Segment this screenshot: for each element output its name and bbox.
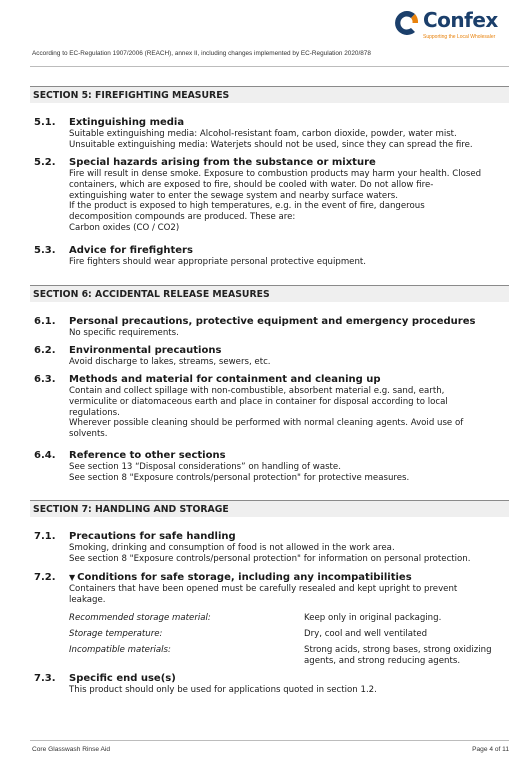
header-divider <box>30 66 509 67</box>
subsection-number: 7.2. <box>34 572 56 583</box>
subsection-title: Precautions for safe handling <box>69 531 236 542</box>
subsection-number: 5.1. <box>34 117 56 128</box>
subsection-number: 7.3. <box>34 673 56 684</box>
body-line: See section 13 “Disposal considerations” on handling of waste. <box>69 462 341 472</box>
subsection-body <box>69 169 509 234</box>
body-line: This product should only be used for applications quoted in section 1.2. <box>69 685 377 695</box>
subsection-body <box>69 685 509 696</box>
body-line: solvents. <box>69 429 108 440</box>
section-6-heading: SECTION 6: ACCIDENTAL RELEASE MEASURES <box>30 285 509 302</box>
body-line: See section 8 "Exposure controls/personal protection" for information on personal protection. <box>69 553 471 564</box>
subsection-6-3 <box>34 374 509 442</box>
section-7-heading: SECTION 7: HANDLING AND STORAGE <box>30 500 509 517</box>
body-line: If the product is exposed to high temperatures, e.g. in the event of fire, dangerous <box>69 201 425 212</box>
confex-logo <box>391 8 515 44</box>
body-line: regulations. <box>69 407 120 418</box>
body-line: vermiculite or diatomaceous earth and place in container for disposal according to local <box>69 396 448 407</box>
subsection-number: 7.1. <box>34 531 56 542</box>
subsection-title-text: Conditions for safe storage, including any incompatibilities <box>77 572 412 583</box>
triangle-down-icon: ▼ <box>69 573 76 582</box>
body-line: Containers that have been opened must be carefully resealed and kept upright to prevent <box>69 584 458 594</box>
body-line: Fire will result in dense smoke. Exposure to combustion products may harm your health. Closed <box>69 169 482 179</box>
subsection-body <box>69 462 509 484</box>
storage-table <box>69 613 509 671</box>
subsection-6-1 <box>34 316 509 342</box>
subsection-7-3 <box>34 673 509 699</box>
subsection-body <box>69 357 509 368</box>
body-line: See section 8 "Exposure controls/personal protection" for protective measures. <box>69 472 410 483</box>
storage-value: Dry, cool and well ventilated <box>304 629 428 639</box>
subsection-number: 6.1. <box>34 316 56 327</box>
logo-wordmark: Confex <box>423 8 498 32</box>
storage-value: Keep only in original packaging. <box>304 613 442 623</box>
storage-label: Recommended storage material: <box>69 613 211 623</box>
subsection-5-3 <box>34 245 509 271</box>
body-line: Smoking, drinking and consumption of food is not allowed in the work area. <box>69 543 395 553</box>
body-line: leakage. <box>69 594 106 605</box>
subsection-number: 6.2. <box>34 345 56 356</box>
section-5-heading: SECTION 5: FIREFIGHTING MEASURES <box>30 86 509 103</box>
body-line: No specific requirements. <box>69 328 179 338</box>
subsection-title: Extinguishing media <box>69 117 185 128</box>
subsection-number: 6.3. <box>34 374 56 385</box>
body-line: Avoid discharge to lakes, streams, sewers, etc. <box>69 357 271 367</box>
body-line: Fire fighters should wear appropriate personal protective equipment. <box>69 257 367 267</box>
storage-value-line: agents, and strong reducing agents. <box>304 655 461 666</box>
body-line: containers, which are exposed to fire, should be cooled with water. Do not allow fire- <box>69 179 434 190</box>
subsection-7-1 <box>34 531 509 567</box>
body-line: Carbon oxides (CO / CO2) <box>69 222 180 233</box>
subsection-number: 6.4. <box>34 450 56 461</box>
body-line: Wherever possible cleaning should be performed with normal cleaning agents. Avoid use of <box>69 418 464 429</box>
regulation-line: According to EC-Regulation 1907/2006 (REACH), annex II, including changes implemented by EC-Regulation 2020/878 <box>32 50 371 57</box>
subsection-title: Methods and material for containment and cleaning up <box>69 374 381 385</box>
subsection-7-2 <box>34 572 509 608</box>
footer-page-number: Page 4 of 11 <box>472 746 509 753</box>
subsection-number: 5.3. <box>34 245 56 256</box>
subsection-body <box>69 328 509 339</box>
subsection-6-2 <box>34 345 509 371</box>
subsection-body <box>69 584 509 606</box>
storage-value-line: Strong acids, strong bases, strong oxidizing <box>304 645 492 655</box>
subsection-title: Special hazards arising from the substance or mixture <box>69 157 376 168</box>
subsection-body <box>69 543 509 565</box>
subsection-5-2 <box>34 157 509 237</box>
subsection-title: Environmental precautions <box>69 345 222 356</box>
subsection-5-1 <box>34 117 509 153</box>
subsection-body <box>69 129 509 151</box>
storage-value <box>304 645 514 667</box>
footer-product-name: Core Glasswash Rinse Aid <box>32 746 111 753</box>
confex-logo-mark-icon <box>391 8 421 38</box>
subsection-number: 5.2. <box>34 157 56 168</box>
footer-divider <box>30 740 509 741</box>
body-line: Suitable extinguishing media: Alcohol-resistant foam, carbon dioxide, powder, water mist. <box>69 129 457 139</box>
body-line: decomposition compounds are produced. These are: <box>69 212 296 223</box>
subsection-title: Personal precautions, protective equipment and emergency procedures <box>69 316 476 327</box>
body-line: Unsuitable extinguishing media: Waterjets should not be used, since they can spread the fire. <box>69 139 473 150</box>
subsection-6-4 <box>34 450 509 486</box>
body-line: extinguishing water to enter the sewage system and nearby surface waters. <box>69 190 398 201</box>
storage-label: Incompatible materials: <box>69 645 171 655</box>
subsection-body <box>69 386 509 440</box>
subsection-title: Advice for firefighters <box>69 245 193 256</box>
storage-label: Storage temperature: <box>69 629 163 639</box>
subsection-title <box>69 572 412 584</box>
logo-tagline: Supporting the Local Wholesaler <box>423 34 496 40</box>
subsection-body <box>69 257 509 268</box>
subsection-title: Reference to other sections <box>69 450 226 461</box>
subsection-title: Specific end use(s) <box>69 673 176 684</box>
body-line: Contain and collect spillage with non-combustible, absorbent material e.g. sand, earth, <box>69 386 445 396</box>
